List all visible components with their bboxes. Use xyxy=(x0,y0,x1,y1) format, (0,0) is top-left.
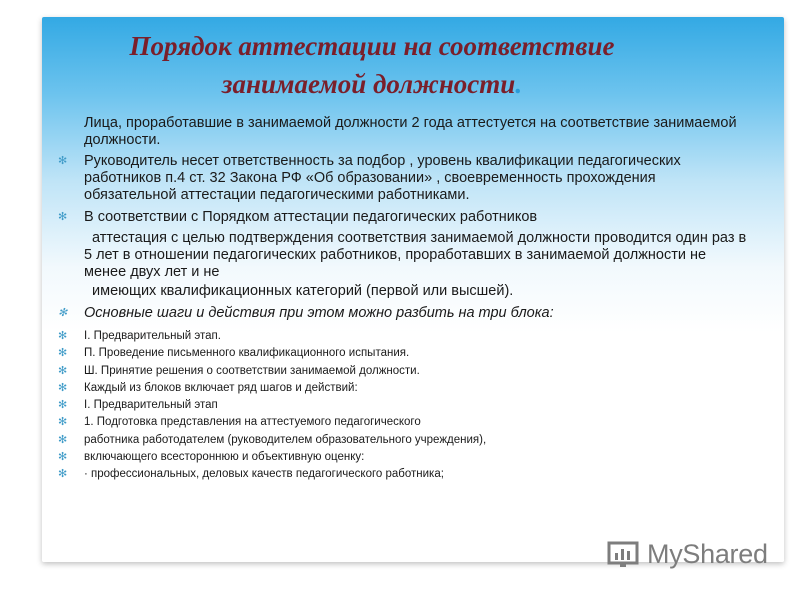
list-item-text: В соответствии с Порядком аттестации педагогических работников xyxy=(84,209,538,225)
slide-content xyxy=(50,115,750,484)
list-item xyxy=(50,115,750,149)
list-item-text: работника работодателем (руководителем образовательного учреждения), xyxy=(84,433,487,446)
myshared-logo[interactable] xyxy=(607,537,768,571)
list-item-text: Руководитель несет ответственность за подбор , уровень квалификации педагогических работников п.4 ст. 32 Закона РФ «Об образовании» , своевременность прохождения обязательной аттестации педагогическими работниками. xyxy=(84,153,681,203)
list-item xyxy=(50,305,750,322)
list-item xyxy=(50,432,750,449)
list-item xyxy=(50,153,750,204)
list-item-text: имеющих квалификационных категорий (первой или высшей). xyxy=(92,283,514,299)
list-item-text: · профессиональных, деловых качеств педагогического работника; xyxy=(84,468,444,481)
list-item xyxy=(50,466,750,483)
myshared-logo-text: MyShared xyxy=(647,538,768,569)
list-item-text: I. Предварительный этап xyxy=(84,399,218,412)
bullet-icon: ✻ xyxy=(58,416,68,429)
list-item-text: Каждый из блоков включает ряд шагов и действий: xyxy=(84,381,358,394)
list-item xyxy=(50,449,750,466)
myshared-logo-icon xyxy=(607,539,641,569)
slide xyxy=(42,17,784,562)
list-item xyxy=(50,283,750,300)
list-item xyxy=(50,414,750,431)
list-item xyxy=(50,363,750,380)
title-line-2-text: занимаемой должности xyxy=(221,69,516,99)
list-item-text: Ш. Принятие решения о соответствии занимаемой должности. xyxy=(84,364,420,377)
bullet-icon: ✻ xyxy=(58,468,68,481)
list-item-text: П. Проведение письменного квалификационного испытания. xyxy=(84,347,410,360)
bullet-icon: ✻ xyxy=(58,211,68,223)
bullet-icon: ✻ xyxy=(58,381,68,394)
list-item-text: аттестация с целью подтверждения соответствия занимаемой должности проводится один раз в 5 лет в отношении педагогических работников, проработавших в занимаемой должности не менее двух лет и не xyxy=(84,230,747,280)
title-line-2 xyxy=(42,65,702,103)
bullet-icon: ✻ xyxy=(58,330,68,342)
bullet-icon: ✻ xyxy=(58,433,68,446)
list-item-text: включающего всестороннюю и объективную оценку: xyxy=(84,451,365,464)
bullet-icon: ✻ xyxy=(58,364,68,377)
list-item xyxy=(50,328,750,345)
list-item xyxy=(50,380,750,397)
bullet-icon: ✻ xyxy=(58,399,68,412)
slide-title xyxy=(42,27,702,103)
bullet-icon: ✻ xyxy=(58,307,68,319)
bullet-icon: ✻ xyxy=(58,347,68,360)
title-line-1: Порядок аттестации на соответствие xyxy=(129,31,615,61)
list-item xyxy=(50,397,750,414)
bullet-icon: ✻ xyxy=(58,155,68,167)
list-item xyxy=(50,209,750,226)
bullet-icon: ✻ xyxy=(58,451,68,464)
list-item xyxy=(50,345,750,362)
list-item xyxy=(50,230,750,281)
list-item-text: Основные шаги и действия при этом можно разбить на три блока: xyxy=(84,305,554,321)
list-item-text: I. Предварительный этап. xyxy=(84,330,221,342)
list-item-text: 1. Подготовка представления на аттестуемого педагогического xyxy=(84,416,421,429)
list-item-text: Лица, проработавшие в занимаемой должности 2 года аттестуется на соответствие занимаемой должности. xyxy=(84,115,737,148)
title-dot: . xyxy=(515,69,523,99)
